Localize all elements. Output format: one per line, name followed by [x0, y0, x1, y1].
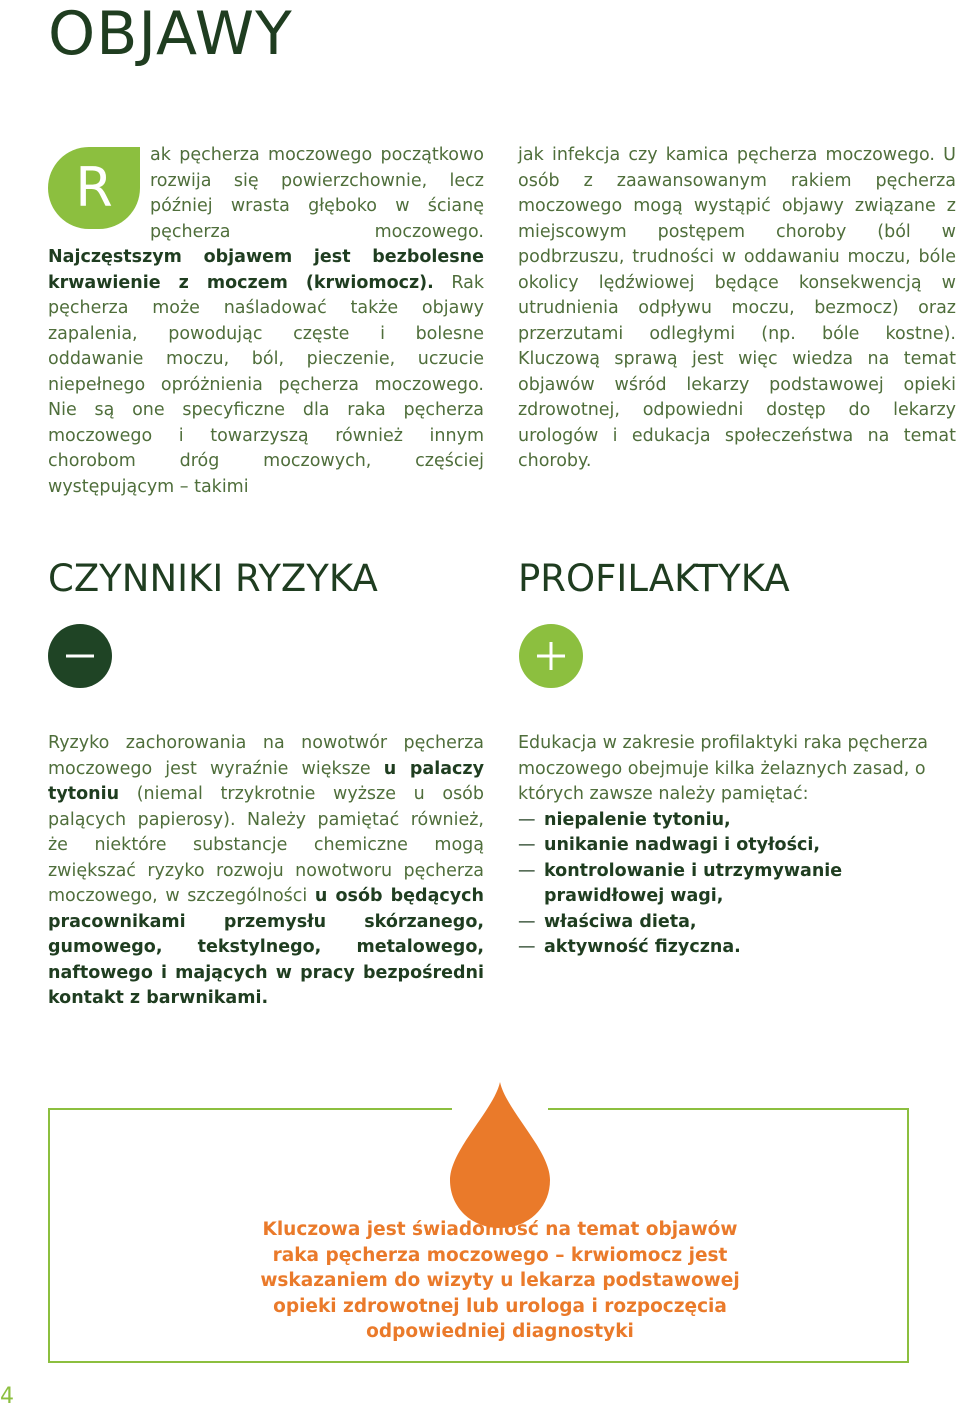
risk-factors-heading: CZYNNIKI RYZYKA: [48, 557, 378, 600]
list-item: — niepalenie tytoniu,: [518, 808, 958, 834]
list-item: — unikanie nadwagi i otyłości,: [518, 833, 958, 859]
prevention-list: [518, 808, 958, 961]
callout-border-left: [48, 1108, 452, 1110]
prevention-heading: PROFILAKTYKA: [518, 557, 790, 600]
list-item: — aktywność fizyczna.: [518, 935, 958, 961]
intro-right-column: [518, 143, 956, 475]
intro-continuation: jak infekcja czy kamica pęcherza moczowego. U osób z zaawansowanym rakiem pęcherza moczowego mogą wystąpić objawy związane z miejscowym postępem choroby (ból w podbrzuszu, trudności w oddawaniu moczu, bóle okolicy lędźwiowej będące konsekwencją w utrudnienia odpływu moczu, bezmocz) oraz przerzutami odległymi (np. bóle kostne). Kluczową sprawą jest więc wiedza na temat objawów wśród lekarzy podstawowej opieki zdrowotnej, odpowiedni dostęp do lekarzy urologów i edukacja społeczeństwa na temat choroby.: [518, 145, 956, 471]
intro-left-column: [48, 143, 484, 500]
dropcap-letter: R: [48, 147, 140, 229]
prevention-intro: Edukacja w zakresie profilaktyki raka pęcherza moczowego obejmuje kilka żelaznych zasad, o których zawsze należy pamiętać:: [518, 733, 929, 804]
prevention-text: [518, 731, 958, 961]
page-title: OBJAWY: [48, 0, 293, 69]
minus-icon: [48, 624, 112, 688]
callout-text: Kluczowa jest świadomość na temat objawów raka pęcherza moczowego – krwiomocz jest wskazaniem do wizyty u lekarza podstawowej opieki zdrowotnej lub urologa i rozpoczęcia odpowiedniej diagnostyki: [260, 1219, 740, 1342]
risk-bold-smokers: u palaczy tytoniu: [48, 758, 484, 804]
intro-text-rest: Rak pęcherza może naśladować także objawy zapalenia, powodując częste i bolesne oddawanie moczu, ból, pieczenie, uczucie niepełnego opróżnienia pęcherza moczowego. Nie są one specyficzne dla raka pęcherza moczowego i towarzyszą również innym chorobom dróg moczowych, częściej występującym – takimi: [48, 272, 484, 497]
list-item: — kontrolowanie i utrzymywanie prawidłowej wagi,: [518, 859, 958, 910]
intro-text: ak pęcherza moczowego początkowo rozwija się powierzchownie, lecz później wrasta głęboko w ścianę pęcherza moczowego.: [150, 145, 484, 242]
risk-factors-text: Ryzyko zachorowania na nowotwór pęcherza moczowego jest wyraźnie większe u palaczy tytoniu (niemal trzykrotnie wyższe u osób palących papierosy). Należy pamiętać również, że niektóre substancje chemiczne mogą zwiększać ryzyko rozwoju nowotworu pęcherza moczowego, w szczególności u osób będących pracownikami przemysłu skórzanego, gumowego, tekstylnego, metalowego, naftowego i mających w pracy bezpośredni kontakt z barwnikami.: [48, 733, 484, 1008]
drop-icon: [440, 1080, 560, 1230]
intro-bold-text: Najczęstszym objawem jest bezbolesne krwawienie z moczem (krwiomocz).: [48, 247, 484, 293]
list-item: — właściwa dieta,: [518, 910, 958, 936]
risk-bold-workers: u osób będących pracownikami przemysłu skórzanego, gumowego, tekstylnego, metalowego, naftowego i mających w pracy bezpośredni kontakt z barwnikami.: [48, 886, 484, 1008]
plus-icon: [519, 624, 583, 688]
callout-border-right: [548, 1108, 909, 1110]
page-number: 4: [0, 1384, 14, 1409]
